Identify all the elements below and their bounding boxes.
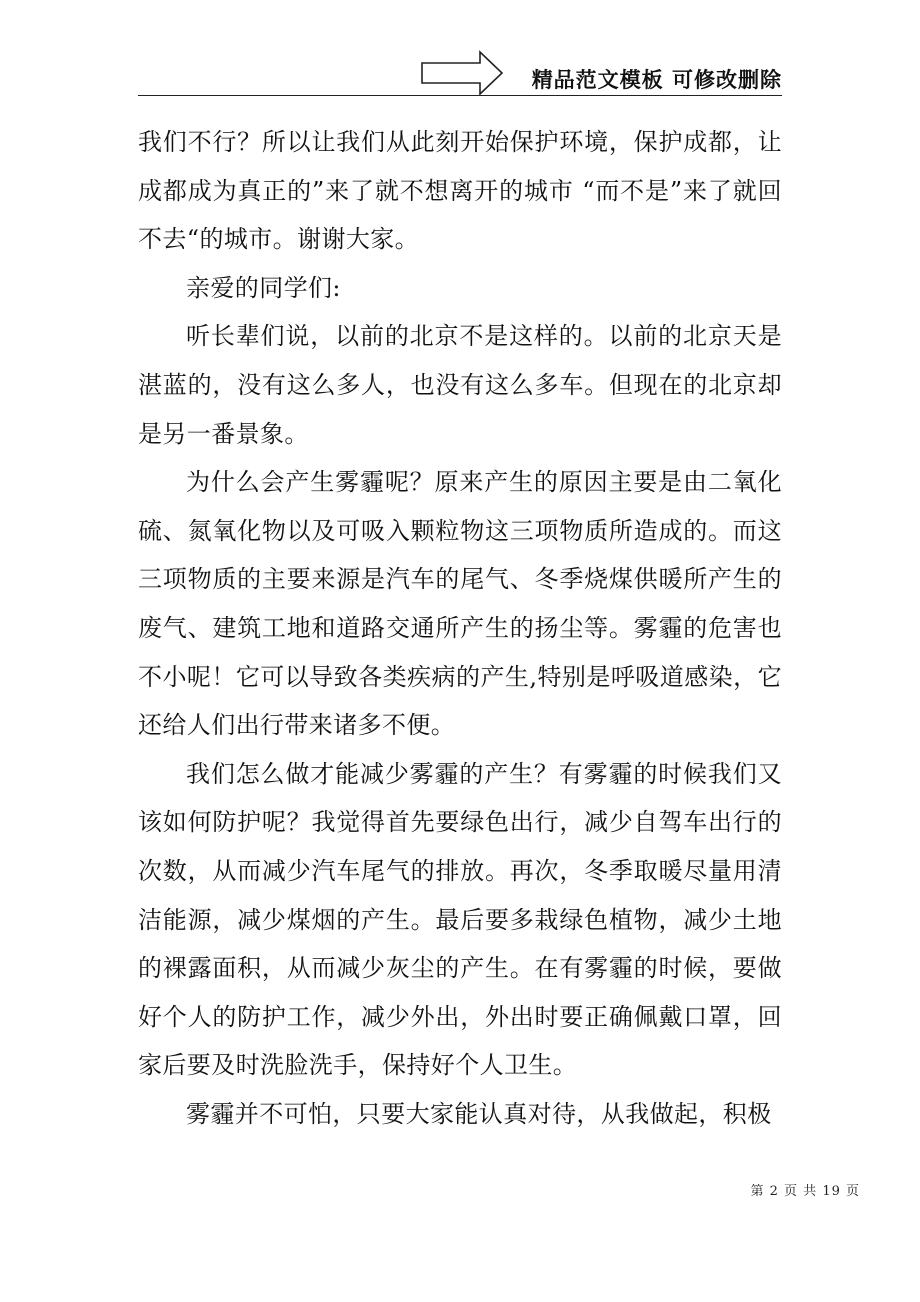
paragraph-beijing-past: 听长辈们说，以前的北京不是这样的。以前的北京天是湛蓝的，没有这么多人，也没有这么多车。但现在的北京却是另一番景象。 bbox=[138, 322, 782, 448]
paragraph-salutation: 亲爱的同学们: bbox=[186, 273, 341, 302]
page-number: 第 2 页 共 19 页 bbox=[750, 1184, 860, 1199]
document-body bbox=[138, 118, 782, 1138]
paragraph-smog-causes: 为什么会产生雾霾呢？原来产生的原因主要是由二氧化硫、氮氧化物以及可吸入颗粒物这三项物质所造成的。而这三项物质的主要来源是汽车的尾气、冬季烧煤供暖所产生的废气、建筑工地和道路交通所产生的扬尘等。雾霾的危害也不小呢！它可以导致各类疾病的产生,特别是呼吸道感染，它还给人们出行带来诸多不便。 bbox=[138, 468, 782, 740]
page-header bbox=[138, 50, 782, 96]
header-title: 精品范文模板 可修改删除 bbox=[531, 68, 782, 92]
paragraph-continuation: 我们不行？所以让我们从此刻开始保护环境，保护成都，让成都成为真正的”来了就不想离开的城市 “而不是”来了就回不去“的城市。谢谢大家。 bbox=[138, 128, 782, 254]
arrow-right-icon bbox=[420, 50, 504, 96]
header-divider bbox=[138, 95, 782, 96]
paragraph-smog-prevention: 我们怎么做才能减少雾霾的产生？有雾霾的时候我们又该如何防护呢？我觉得首先要绿色出行，减少自驾车出行的次数，从而减少汽车尾气的排放。再次，冬季取暖尽量用清洁能源，减少煤烟的产生。最后要多栽绿色植物，减少土地的裸露面积，从而减少灰尘的产生。在有雾霾的时候，要做好个人的防护工作，减少外出，外出时要正确佩戴口罩，回家后要及时洗脸洗手，保持好个人卫生。 bbox=[138, 759, 782, 1080]
paragraph-closing: 雾霾并不可怕，只要大家能认真对待，从我做起，积极 bbox=[186, 1099, 772, 1128]
